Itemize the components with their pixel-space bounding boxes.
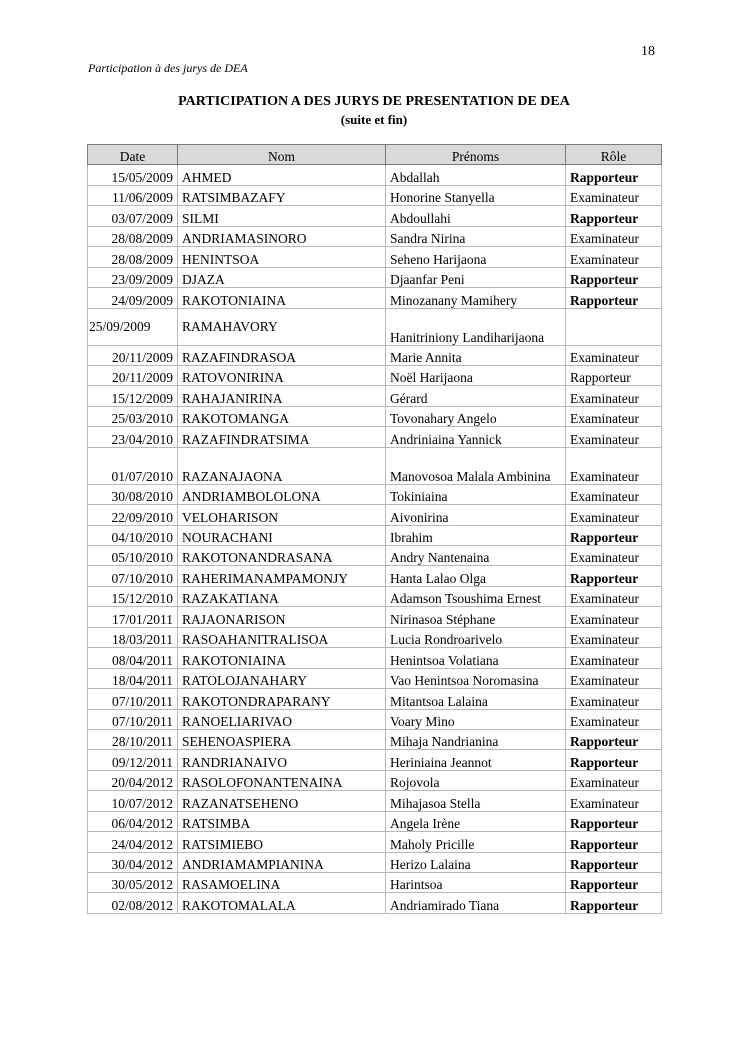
table-row	[88, 689, 662, 709]
prenoms-cell: Heriniaina Jeannot	[386, 750, 566, 770]
date-cell: 20/11/2009	[88, 365, 178, 385]
role-cell: Rapporteur	[566, 267, 662, 287]
table-row	[88, 893, 662, 913]
table-row	[88, 852, 662, 872]
nom-cell: RAKOTONDRAPARANY	[178, 689, 386, 709]
role-cell: Examinateur	[566, 627, 662, 647]
role-cell: Rapporteur	[566, 525, 662, 545]
header-prenoms: Prénoms	[386, 145, 566, 165]
prenoms-cell: Sandra Nirina	[386, 226, 566, 246]
prenoms-cell: Andriamirado Tiana	[386, 893, 566, 913]
table-row	[88, 427, 662, 447]
role-cell: Examinateur	[566, 427, 662, 447]
table-row	[88, 185, 662, 205]
table-row	[88, 648, 662, 668]
table-row	[88, 566, 662, 586]
date-cell: 01/07/2010	[88, 447, 178, 484]
nom-cell: RATSIMBA	[178, 811, 386, 831]
table-row	[88, 832, 662, 852]
nom-cell: RAHERIMANAMPAMONJY	[178, 566, 386, 586]
nom-cell: RAKOTONIAINA	[178, 648, 386, 668]
date-cell: 30/08/2010	[88, 484, 178, 504]
date-cell: 05/10/2010	[88, 546, 178, 566]
running-header: Participation à des jurys de DEA	[88, 61, 248, 75]
table-row	[88, 709, 662, 729]
table-row	[88, 447, 662, 484]
prenoms-cell: Adamson Tsoushima Ernest	[386, 586, 566, 606]
table-row	[88, 308, 662, 345]
role-cell: Examinateur	[566, 505, 662, 525]
role-cell: Examinateur	[566, 668, 662, 688]
role-cell: Rapporteur	[566, 873, 662, 893]
role-cell: Examinateur	[566, 689, 662, 709]
nom-cell: RAKOTOMALALA	[178, 893, 386, 913]
date-cell: 28/08/2009	[88, 226, 178, 246]
table-row	[88, 627, 662, 647]
prenoms-cell: Angela Irène	[386, 811, 566, 831]
role-cell: Examinateur	[566, 226, 662, 246]
nom-cell: NOURACHANI	[178, 525, 386, 545]
role-cell: Rapporteur	[566, 852, 662, 872]
role-cell: Examinateur	[566, 484, 662, 504]
nom-cell: RAZANATSEHENO	[178, 791, 386, 811]
table-row	[88, 406, 662, 426]
prenoms-cell: Andry Nantenaina	[386, 546, 566, 566]
nom-cell: SEHENOASPIERA	[178, 729, 386, 749]
nom-cell: RAZAFINDRASOA	[178, 345, 386, 365]
prenoms-cell: Mitantsoa Lalaina	[386, 689, 566, 709]
date-cell: 15/12/2009	[88, 386, 178, 406]
prenoms-cell: Andriniaina Yannick	[386, 427, 566, 447]
nom-cell: RAHAJANIRINA	[178, 386, 386, 406]
date-cell: 08/04/2011	[88, 648, 178, 668]
prenoms-cell: Honorine Stanyella	[386, 185, 566, 205]
table-row	[88, 729, 662, 749]
nom-cell: RATOVONIRINA	[178, 365, 386, 385]
table-row	[88, 226, 662, 246]
role-cell	[566, 308, 662, 345]
prenoms-cell: Manovosoa Malala Ambinina	[386, 447, 566, 484]
role-cell: Examinateur	[566, 586, 662, 606]
nom-cell: RAMAHAVORY	[178, 308, 386, 345]
prenoms-cell: Seheno Harijaona	[386, 247, 566, 267]
nom-cell: RAZAFINDRATSIMA	[178, 427, 386, 447]
nom-cell: RASOLOFONANTENAINA	[178, 770, 386, 790]
table-row	[88, 791, 662, 811]
role-cell: Rapporteur	[566, 729, 662, 749]
date-cell: 04/10/2010	[88, 525, 178, 545]
table-row	[88, 505, 662, 525]
date-cell: 07/10/2011	[88, 689, 178, 709]
prenoms-cell: Tovonahary Angelo	[386, 406, 566, 426]
role-cell: Rapporteur	[566, 165, 662, 185]
prenoms-cell: Hanitriniony Landiharijaona	[386, 308, 566, 345]
role-cell: Examinateur	[566, 185, 662, 205]
date-cell: 02/08/2012	[88, 893, 178, 913]
role-cell: Rapporteur	[566, 893, 662, 913]
table-body	[88, 165, 662, 913]
prenoms-cell: Voary Mino	[386, 709, 566, 729]
page-title: PARTICIPATION A DES JURYS DE PRESENTATION DE DEA	[178, 94, 570, 109]
date-cell: 18/04/2011	[88, 668, 178, 688]
nom-cell: AHMED	[178, 165, 386, 185]
prenoms-cell: Vao Henintsoa Noromasina	[386, 668, 566, 688]
date-cell: 11/06/2009	[88, 185, 178, 205]
role-cell: Examinateur	[566, 247, 662, 267]
prenoms-cell: Nirinasoa Stéphane	[386, 607, 566, 627]
table-header-row	[88, 145, 662, 165]
prenoms-cell: Aivonirina	[386, 505, 566, 525]
role-cell: Rapporteur	[566, 750, 662, 770]
table-row	[88, 607, 662, 627]
nom-cell: RASOAHANITRALISOA	[178, 627, 386, 647]
date-cell: 03/07/2009	[88, 206, 178, 226]
nom-cell: RAKOTOMANGA	[178, 406, 386, 426]
role-cell: Examinateur	[566, 447, 662, 484]
date-cell: 30/05/2012	[88, 873, 178, 893]
nom-cell: RAZAKATIANA	[178, 586, 386, 606]
role-cell: Rapporteur	[566, 832, 662, 852]
nom-cell: VELOHARISON	[178, 505, 386, 525]
date-cell: 15/05/2009	[88, 165, 178, 185]
prenoms-cell: Noël Harijaona	[386, 365, 566, 385]
table-row	[88, 811, 662, 831]
prenoms-cell: Tokiniaina	[386, 484, 566, 504]
prenoms-cell: Rojovola	[386, 770, 566, 790]
date-cell: 30/04/2012	[88, 852, 178, 872]
nom-cell: RATOLOJANAHARY	[178, 668, 386, 688]
prenoms-cell: Hanta Lalao Olga	[386, 566, 566, 586]
nom-cell: ANDRIAMAMPIANINA	[178, 852, 386, 872]
prenoms-cell: Harintsoa	[386, 873, 566, 893]
role-cell: Examinateur	[566, 770, 662, 790]
prenoms-cell: Lucia Rondroarivelo	[386, 627, 566, 647]
nom-cell: ANDRIAMBOLOLONA	[178, 484, 386, 504]
table-row	[88, 365, 662, 385]
role-cell: Rapporteur	[566, 288, 662, 308]
nom-cell: RAJAONARISON	[178, 607, 386, 627]
table-row	[88, 165, 662, 185]
table-row	[88, 345, 662, 365]
prenoms-cell: Abdallah	[386, 165, 566, 185]
prenoms-cell: Gérard	[386, 386, 566, 406]
table-row	[88, 206, 662, 226]
nom-cell: RATSIMIEBO	[178, 832, 386, 852]
nom-cell: HENINTSOA	[178, 247, 386, 267]
header-date: Date	[88, 145, 178, 165]
role-cell: Rapporteur	[566, 811, 662, 831]
role-cell: Examinateur	[566, 709, 662, 729]
nom-cell: RANOELIARIVAO	[178, 709, 386, 729]
table-row	[88, 267, 662, 287]
prenoms-cell: Mihajasoa Stella	[386, 791, 566, 811]
nom-cell: RANDRIANAIVO	[178, 750, 386, 770]
table-row	[88, 247, 662, 267]
document-title-block	[88, 93, 660, 129]
role-cell: Examinateur	[566, 791, 662, 811]
table-row	[88, 288, 662, 308]
date-cell: 22/09/2010	[88, 505, 178, 525]
date-cell: 24/04/2012	[88, 832, 178, 852]
nom-cell: SILMI	[178, 206, 386, 226]
nom-cell: RATSIMBAZAFY	[178, 185, 386, 205]
role-cell: Examinateur	[566, 386, 662, 406]
date-cell: 28/10/2011	[88, 729, 178, 749]
table-row	[88, 586, 662, 606]
date-cell: 25/09/2009	[88, 308, 178, 345]
date-cell: 28/08/2009	[88, 247, 178, 267]
date-cell: 24/09/2009	[88, 288, 178, 308]
date-cell: 18/03/2011	[88, 627, 178, 647]
date-cell: 23/09/2009	[88, 267, 178, 287]
prenoms-cell: Djaanfar Peni	[386, 267, 566, 287]
date-cell: 20/11/2009	[88, 345, 178, 365]
table-row	[88, 546, 662, 566]
header-nom: Nom	[178, 145, 386, 165]
date-cell: 17/01/2011	[88, 607, 178, 627]
prenoms-cell: Ibrahim	[386, 525, 566, 545]
date-cell: 10/07/2012	[88, 791, 178, 811]
nom-cell: DJAZA	[178, 267, 386, 287]
date-cell: 07/10/2011	[88, 709, 178, 729]
table-row	[88, 484, 662, 504]
date-cell: 23/04/2010	[88, 427, 178, 447]
prenoms-cell: Abdoullahi	[386, 206, 566, 226]
date-cell: 20/04/2012	[88, 770, 178, 790]
prenoms-cell: Henintsoa Volatiana	[386, 648, 566, 668]
role-cell: Examinateur	[566, 648, 662, 668]
table-row	[88, 386, 662, 406]
table-row	[88, 770, 662, 790]
table-row	[88, 750, 662, 770]
role-cell: Rapporteur	[566, 206, 662, 226]
nom-cell: RAKOTONANDRASANA	[178, 546, 386, 566]
date-cell: 07/10/2010	[88, 566, 178, 586]
table-row	[88, 873, 662, 893]
page-subtitle: (suite et fin)	[340, 112, 408, 127]
jury-table	[87, 144, 662, 914]
prenoms-cell: Herizo Lalaina	[386, 852, 566, 872]
date-cell: 25/03/2010	[88, 406, 178, 426]
date-cell: 06/04/2012	[88, 811, 178, 831]
role-cell: Rapporteur	[566, 365, 662, 385]
date-cell: 15/12/2010	[88, 586, 178, 606]
nom-cell: RASAMOELINA	[178, 873, 386, 893]
prenoms-cell: Maholy Pricille	[386, 832, 566, 852]
prenoms-cell: Mihaja Nandrianina	[386, 729, 566, 749]
nom-cell: RAZANAJAONA	[178, 447, 386, 484]
nom-cell: ANDRIAMASINORO	[178, 226, 386, 246]
role-cell: Examinateur	[566, 345, 662, 365]
page-number: 18	[641, 44, 655, 59]
prenoms-cell: Marie Annita	[386, 345, 566, 365]
role-cell: Examinateur	[566, 607, 662, 627]
header-role: Rôle	[566, 145, 662, 165]
date-cell: 09/12/2011	[88, 750, 178, 770]
table-row	[88, 525, 662, 545]
role-cell: Rapporteur	[566, 566, 662, 586]
nom-cell: RAKOTONIAINA	[178, 288, 386, 308]
table-row	[88, 668, 662, 688]
role-cell: Examinateur	[566, 546, 662, 566]
prenoms-cell: Minozanany Mamihery	[386, 288, 566, 308]
role-cell: Examinateur	[566, 406, 662, 426]
